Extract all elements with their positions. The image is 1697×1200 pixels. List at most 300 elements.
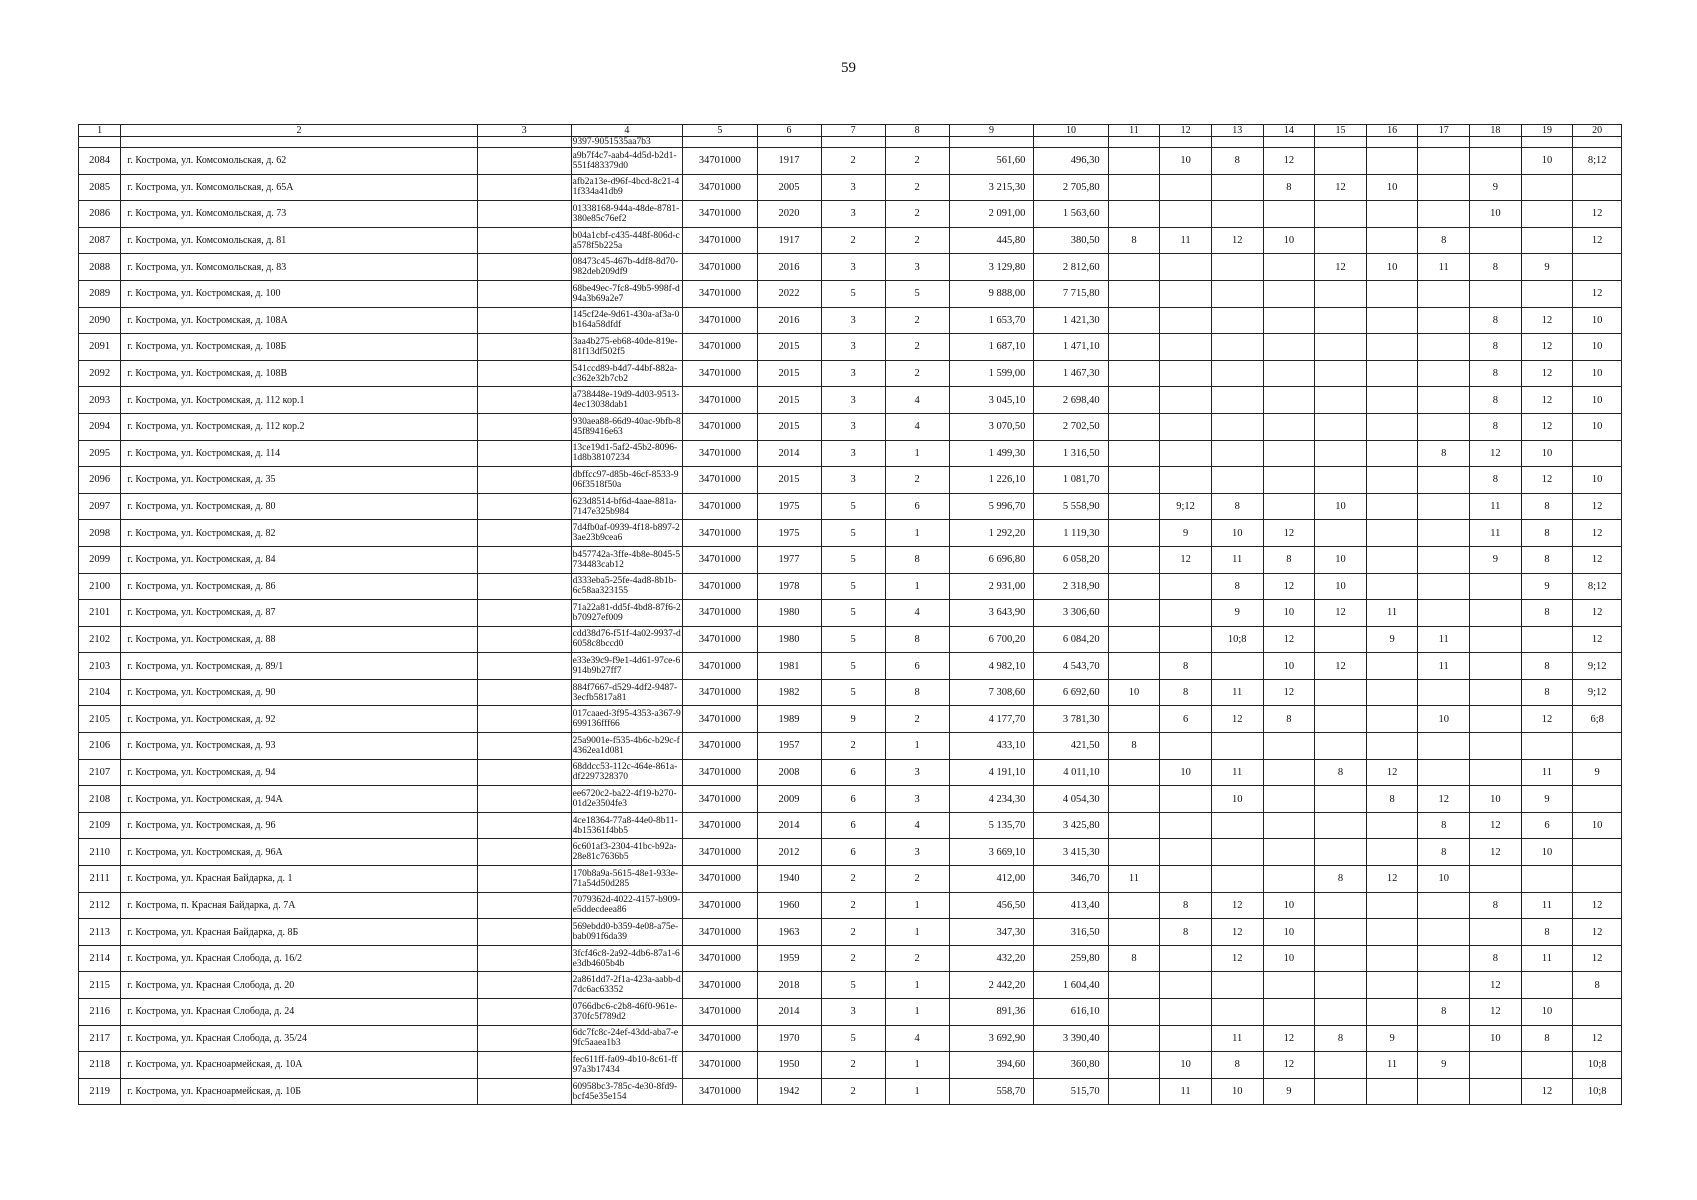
col13-cell: 9 [1211, 600, 1263, 627]
col14-cell [1263, 440, 1315, 467]
total-area-cell: 456,50 [949, 892, 1034, 919]
entrances-cell: 1 [885, 972, 949, 999]
col15-cell: 8 [1315, 759, 1367, 786]
row-number: 2086 [79, 201, 121, 228]
guid-cell: 541ccd89-b4d7-44bf-882a-c362e32b7cb2 [571, 360, 683, 387]
col20-cell: 12 [1573, 919, 1622, 946]
col14-cell: 12 [1263, 1025, 1315, 1052]
table-row [79, 148, 1622, 175]
guid-cell: 68ddcc53-112c-464e-861a-df2297328370 [571, 759, 683, 786]
col3-cell [477, 706, 571, 733]
col20-cell [1573, 733, 1622, 760]
total-area-cell: 3 070,50 [949, 413, 1034, 440]
col14-cell: 10 [1263, 227, 1315, 254]
year-cell: 1989 [757, 706, 821, 733]
col18-cell: 12 [1470, 972, 1522, 999]
col19-cell: 8 [1521, 546, 1573, 573]
entrances-cell: 4 [885, 600, 949, 627]
entrances-cell: 2 [885, 201, 949, 228]
col18-cell: 8 [1470, 467, 1522, 494]
total-area-cell: 5 996,70 [949, 493, 1034, 520]
total-area-cell: 9 888,00 [949, 280, 1034, 307]
col20-cell: 12 [1573, 227, 1622, 254]
col3-cell [477, 413, 571, 440]
col11-cell [1108, 174, 1160, 201]
col19-cell: 11 [1521, 945, 1573, 972]
total-area-cell: 1 653,70 [949, 307, 1034, 334]
col15-cell [1315, 387, 1367, 414]
col18-cell: 8 [1470, 387, 1522, 414]
row-number: 2100 [79, 573, 121, 600]
col13-cell [1211, 201, 1263, 228]
col11-cell [1108, 706, 1160, 733]
col20-cell: 9 [1573, 759, 1622, 786]
col13-cell: 12 [1211, 892, 1263, 919]
col3-cell [477, 679, 571, 706]
col19-cell: 8 [1521, 520, 1573, 547]
guid-cell: 7d4fb0af-0939-4f18-b897-23ae23b9cea6 [571, 520, 683, 547]
total-area-cell: 3 215,30 [949, 174, 1034, 201]
col11-cell [1108, 307, 1160, 334]
col14-cell [1263, 387, 1315, 414]
table-row [79, 733, 1622, 760]
col18-cell: 10 [1470, 201, 1522, 228]
col12-cell [1160, 972, 1212, 999]
year-cell: 2022 [757, 280, 821, 307]
col11-cell [1108, 440, 1160, 467]
guid-cell: 68be49ec-7fc8-49b5-998f-d94a3b69a2e7 [571, 280, 683, 307]
col19-cell: 9 [1521, 254, 1573, 281]
total-area-cell: 891,36 [949, 999, 1034, 1026]
col17-cell: 12 [1418, 786, 1470, 813]
address-cell: г. Кострома, ул. Костромская, д. 86 [121, 573, 477, 600]
column-header-19: 19 [1521, 125, 1573, 137]
col15-cell [1315, 280, 1367, 307]
table-row [79, 839, 1622, 866]
col15-cell [1315, 945, 1367, 972]
row-number: 2110 [79, 839, 121, 866]
col13-cell [1211, 440, 1263, 467]
guid-cell: a738448e-19d9-4d03-9513-4ec13038dab1 [571, 387, 683, 414]
col20-cell: 8 [1573, 972, 1622, 999]
row-number: 2093 [79, 387, 121, 414]
col11-cell [1108, 626, 1160, 653]
col18-cell: 12 [1470, 440, 1522, 467]
address-cell: г. Кострома, ул. Комсомольская, д. 81 [121, 227, 477, 254]
address-cell: г. Кострома, ул. Комсомольская, д. 62 [121, 148, 477, 175]
col16-cell: 11 [1366, 600, 1418, 627]
col3-cell [477, 1025, 571, 1052]
living-area-cell: 1 467,30 [1034, 360, 1108, 387]
floors-cell: 6 [821, 759, 885, 786]
floors-cell: 2 [821, 148, 885, 175]
col11-cell: 10 [1108, 679, 1160, 706]
floors-cell: 3 [821, 360, 885, 387]
col14-cell [1263, 201, 1315, 228]
col11-cell [1108, 999, 1160, 1026]
entrances-cell: 1 [885, 520, 949, 547]
col17-cell [1418, 892, 1470, 919]
entrances-cell: 1 [885, 733, 949, 760]
table-row [79, 1052, 1622, 1079]
guid-cell: b457742a-3ffe-4b8e-8045-5734483cab12 [571, 546, 683, 573]
total-area-cell: 6 700,20 [949, 626, 1034, 653]
guid-cell: 08473c45-467b-4df8-8d70-982deb209df9 [571, 254, 683, 281]
col18-cell [1470, 573, 1522, 600]
col16-cell: 10 [1366, 254, 1418, 281]
col15-cell [1315, 148, 1367, 175]
col18-cell: 8 [1470, 334, 1522, 361]
col11-cell [1108, 1025, 1160, 1052]
table-row [79, 254, 1622, 281]
year-cell: 1917 [757, 148, 821, 175]
year-cell: 1960 [757, 892, 821, 919]
col11-cell [1108, 148, 1160, 175]
address-cell: г. Кострома, ул. Костромская, д. 35 [121, 467, 477, 494]
floors-cell: 2 [821, 945, 885, 972]
row-number: 2114 [79, 945, 121, 972]
living-area-cell: 3 425,80 [1034, 812, 1108, 839]
guid-cell: fec611ff-fa09-4b10-8c61-ff97a3b17434 [571, 1052, 683, 1079]
total-area-cell: 6 696,80 [949, 546, 1034, 573]
col13-cell: 12 [1211, 919, 1263, 946]
address-cell: г. Кострома, ул. Костромская, д. 108А [121, 307, 477, 334]
oktmo-cell: 34701000 [683, 706, 757, 733]
col12-cell: 10 [1160, 148, 1212, 175]
col19-cell: 12 [1521, 467, 1573, 494]
col11-cell [1108, 786, 1160, 813]
floors-cell: 3 [821, 334, 885, 361]
col19-cell [1521, 972, 1573, 999]
col12-cell: 8 [1160, 653, 1212, 680]
col19-cell [1521, 227, 1573, 254]
col17-cell: 8 [1418, 999, 1470, 1026]
table-row [79, 360, 1622, 387]
table-row [79, 1078, 1622, 1105]
guid-cell: 25a9001e-f535-4b6c-b29c-f4362ea1d081 [571, 733, 683, 760]
oktmo-cell: 34701000 [683, 1078, 757, 1105]
row-number: 2092 [79, 360, 121, 387]
guid-cell: 623d8514-bf6d-4aae-881a-7147e325b984 [571, 493, 683, 520]
col11-cell [1108, 839, 1160, 866]
col14-cell: 10 [1263, 653, 1315, 680]
entrances-cell: 2 [885, 174, 949, 201]
oktmo-cell: 34701000 [683, 786, 757, 813]
col19-cell: 12 [1521, 387, 1573, 414]
col12-cell [1160, 201, 1212, 228]
col13-cell [1211, 413, 1263, 440]
col15-cell [1315, 892, 1367, 919]
col12-cell [1160, 600, 1212, 627]
total-area-cell: 5 135,70 [949, 812, 1034, 839]
row-number: 2087 [79, 227, 121, 254]
oktmo-cell: 34701000 [683, 679, 757, 706]
year-cell: 2020 [757, 201, 821, 228]
total-area-cell: 432,20 [949, 945, 1034, 972]
year-cell: 1975 [757, 520, 821, 547]
living-area-cell: 4 011,10 [1034, 759, 1108, 786]
guid-cell: 3fcf46c8-2a92-4db6-87a1-6e3db4605b4b [571, 945, 683, 972]
column-header-12: 12 [1160, 125, 1212, 137]
table-row [79, 892, 1622, 919]
col17-cell: 10 [1418, 866, 1470, 893]
year-cell: 2015 [757, 413, 821, 440]
col17-cell: 9 [1418, 1052, 1470, 1079]
col13-cell [1211, 280, 1263, 307]
living-area-cell: 5 558,90 [1034, 493, 1108, 520]
col16-cell [1366, 227, 1418, 254]
oktmo-cell: 34701000 [683, 626, 757, 653]
row-number: 2111 [79, 866, 121, 893]
col3-cell [477, 440, 571, 467]
column-header-14: 14 [1263, 125, 1315, 137]
column-header-15: 15 [1315, 125, 1367, 137]
col16-cell: 11 [1366, 1052, 1418, 1079]
col15-cell: 12 [1315, 653, 1367, 680]
entrances-cell: 1 [885, 573, 949, 600]
living-area-cell: 3 781,30 [1034, 706, 1108, 733]
col18-cell [1470, 1078, 1522, 1105]
table-row [79, 201, 1622, 228]
entrances-cell: 1 [885, 999, 949, 1026]
col18-cell [1470, 1052, 1522, 1079]
col17-cell: 10 [1418, 706, 1470, 733]
col20-cell [1573, 999, 1622, 1026]
guid-cell: 01338168-944a-48de-8781-380e85c76ef2 [571, 201, 683, 228]
col19-cell: 10 [1521, 148, 1573, 175]
col3-cell [477, 1052, 571, 1079]
col3-cell [477, 733, 571, 760]
year-cell: 1950 [757, 1052, 821, 1079]
guid-cell: 60958bc3-785c-4e30-8fd9-bcf45e35e154 [571, 1078, 683, 1105]
col12-cell [1160, 334, 1212, 361]
col11-cell [1108, 812, 1160, 839]
col12-cell: 11 [1160, 227, 1212, 254]
row-number: 2107 [79, 759, 121, 786]
col20-cell: 12 [1573, 520, 1622, 547]
col13-cell [1211, 334, 1263, 361]
floors-cell: 5 [821, 546, 885, 573]
living-area-cell: 4 054,30 [1034, 786, 1108, 813]
col15-cell: 8 [1315, 866, 1367, 893]
address-cell: г. Кострома, ул. Костромская, д. 112 кор.2 [121, 413, 477, 440]
col16-cell [1366, 706, 1418, 733]
col13-cell: 12 [1211, 945, 1263, 972]
address-cell: г. Кострома, ул. Костромская, д. 94 [121, 759, 477, 786]
total-area-cell: 2 442,20 [949, 972, 1034, 999]
column-header-2: 2 [121, 125, 477, 137]
col12-cell: 8 [1160, 892, 1212, 919]
entrances-cell: 1 [885, 892, 949, 919]
col12-cell [1160, 307, 1212, 334]
row-number: 2119 [79, 1078, 121, 1105]
col16-cell: 8 [1366, 786, 1418, 813]
col12-cell: 6 [1160, 706, 1212, 733]
oktmo-cell: 34701000 [683, 866, 757, 893]
oktmo-cell: 34701000 [683, 919, 757, 946]
oktmo-cell: 34701000 [683, 360, 757, 387]
col12-cell [1160, 999, 1212, 1026]
oktmo-cell: 34701000 [683, 334, 757, 361]
guid-cell: e33e39c9-f9e1-4d61-97ce-6914b9b27ff7 [571, 653, 683, 680]
col20-cell: 9;12 [1573, 653, 1622, 680]
col17-cell [1418, 919, 1470, 946]
row-number: 2088 [79, 254, 121, 281]
col15-cell: 12 [1315, 600, 1367, 627]
row-number: 2105 [79, 706, 121, 733]
address-cell: г. Кострома, ул. Комсомольская, д. 83 [121, 254, 477, 281]
col20-cell [1573, 866, 1622, 893]
col20-cell [1573, 440, 1622, 467]
col18-cell: 8 [1470, 413, 1522, 440]
col20-cell: 12 [1573, 1025, 1622, 1052]
entrances-cell: 2 [885, 360, 949, 387]
col11-cell: 8 [1108, 733, 1160, 760]
col19-cell: 12 [1521, 706, 1573, 733]
col20-cell: 12 [1573, 945, 1622, 972]
year-cell: 1977 [757, 546, 821, 573]
floors-cell: 2 [821, 892, 885, 919]
living-area-cell: 2 318,90 [1034, 573, 1108, 600]
col20-cell [1573, 254, 1622, 281]
col13-cell: 8 [1211, 1052, 1263, 1079]
oktmo-cell: 34701000 [683, 467, 757, 494]
total-area-cell: 3 045,10 [949, 387, 1034, 414]
entrances-cell: 1 [885, 1052, 949, 1079]
table-row [79, 467, 1622, 494]
row-number: 2085 [79, 174, 121, 201]
col20-cell: 10 [1573, 413, 1622, 440]
col12-cell: 10 [1160, 1052, 1212, 1079]
col15-cell [1315, 972, 1367, 999]
living-area-cell: 1 421,30 [1034, 307, 1108, 334]
col14-cell [1263, 972, 1315, 999]
col18-cell: 8 [1470, 307, 1522, 334]
col16-cell [1366, 1078, 1418, 1105]
col16-cell [1366, 148, 1418, 175]
total-area-cell: 445,80 [949, 227, 1034, 254]
col16-cell: 10 [1366, 174, 1418, 201]
col20-cell: 12 [1573, 626, 1622, 653]
col15-cell [1315, 520, 1367, 547]
col13-cell: 11 [1211, 679, 1263, 706]
oktmo-cell: 34701000 [683, 493, 757, 520]
col12-cell [1160, 254, 1212, 281]
living-area-cell: 1 119,30 [1034, 520, 1108, 547]
entrances-cell: 3 [885, 254, 949, 281]
table-row [79, 520, 1622, 547]
address-cell: г. Кострома, ул. Костромская, д. 92 [121, 706, 477, 733]
guid-cell: d333eba5-25fe-4ad8-8b1b-6c58aa323155 [571, 573, 683, 600]
living-area-cell: 2 702,50 [1034, 413, 1108, 440]
col15-cell [1315, 307, 1367, 334]
col17-cell [1418, 733, 1470, 760]
col16-cell [1366, 892, 1418, 919]
living-area-cell: 3 415,30 [1034, 839, 1108, 866]
living-area-cell: 1 604,40 [1034, 972, 1108, 999]
col16-cell: 12 [1366, 759, 1418, 786]
col14-cell: 12 [1263, 148, 1315, 175]
entrances-cell: 2 [885, 866, 949, 893]
col3-cell [477, 866, 571, 893]
col20-cell: 10 [1573, 387, 1622, 414]
row-number: 2118 [79, 1052, 121, 1079]
entrances-cell: 4 [885, 812, 949, 839]
col16-cell [1366, 334, 1418, 361]
col20-cell: 12 [1573, 546, 1622, 573]
col18-cell [1470, 706, 1522, 733]
col11-cell [1108, 201, 1160, 228]
total-area-cell: 4 982,10 [949, 653, 1034, 680]
col19-cell: 8 [1521, 919, 1573, 946]
year-cell: 1963 [757, 919, 821, 946]
col17-cell [1418, 413, 1470, 440]
column-header-7: 7 [821, 125, 885, 137]
year-cell: 1980 [757, 600, 821, 627]
floors-cell: 2 [821, 866, 885, 893]
table-row [79, 706, 1622, 733]
col11-cell: 8 [1108, 227, 1160, 254]
col13-cell [1211, 812, 1263, 839]
guid-cell: 884f7667-d529-4df2-9487-3ecfb5817a81 [571, 679, 683, 706]
floors-cell: 9 [821, 706, 885, 733]
col20-cell: 10 [1573, 360, 1622, 387]
col11-cell [1108, 892, 1160, 919]
entrances-cell: 6 [885, 493, 949, 520]
col13-cell [1211, 387, 1263, 414]
column-header-20: 20 [1573, 125, 1622, 137]
col17-cell [1418, 546, 1470, 573]
column-header-6: 6 [757, 125, 821, 137]
year-cell: 2014 [757, 812, 821, 839]
col3-cell [477, 493, 571, 520]
col16-cell [1366, 733, 1418, 760]
guid-cell: 170b8a9a-5615-48e1-933e-71a54d50d285 [571, 866, 683, 893]
table-row [79, 174, 1622, 201]
living-area-cell: 413,40 [1034, 892, 1108, 919]
col16-cell [1366, 573, 1418, 600]
col12-cell [1160, 174, 1212, 201]
table-row [79, 945, 1622, 972]
address-cell: г. Кострома, ул. Красноармейская, д. 10А [121, 1052, 477, 1079]
col16-cell [1366, 520, 1418, 547]
col11-cell [1108, 467, 1160, 494]
col13-cell: 10 [1211, 520, 1263, 547]
entrances-cell: 3 [885, 786, 949, 813]
total-area-cell: 558,70 [949, 1078, 1034, 1105]
col3-cell [477, 972, 571, 999]
col20-cell: 12 [1573, 280, 1622, 307]
col16-cell [1366, 945, 1418, 972]
col20-cell: 12 [1573, 493, 1622, 520]
column-header-3: 3 [477, 125, 571, 137]
col15-cell [1315, 999, 1367, 1026]
table-row [79, 307, 1622, 334]
col17-cell [1418, 467, 1470, 494]
col19-cell: 9 [1521, 786, 1573, 813]
total-area-cell: 1 226,10 [949, 467, 1034, 494]
living-area-cell: 346,70 [1034, 866, 1108, 893]
living-area-cell: 2 705,80 [1034, 174, 1108, 201]
entrances-cell: 1 [885, 919, 949, 946]
entrances-cell: 3 [885, 759, 949, 786]
total-area-cell: 394,60 [949, 1052, 1034, 1079]
row-number: 2098 [79, 520, 121, 547]
column-header-10: 10 [1034, 125, 1108, 137]
total-area-cell: 3 129,80 [949, 254, 1034, 281]
address-cell: г. Кострома, ул. Красноармейская, д. 10Б [121, 1078, 477, 1105]
col12-cell [1160, 1025, 1212, 1052]
